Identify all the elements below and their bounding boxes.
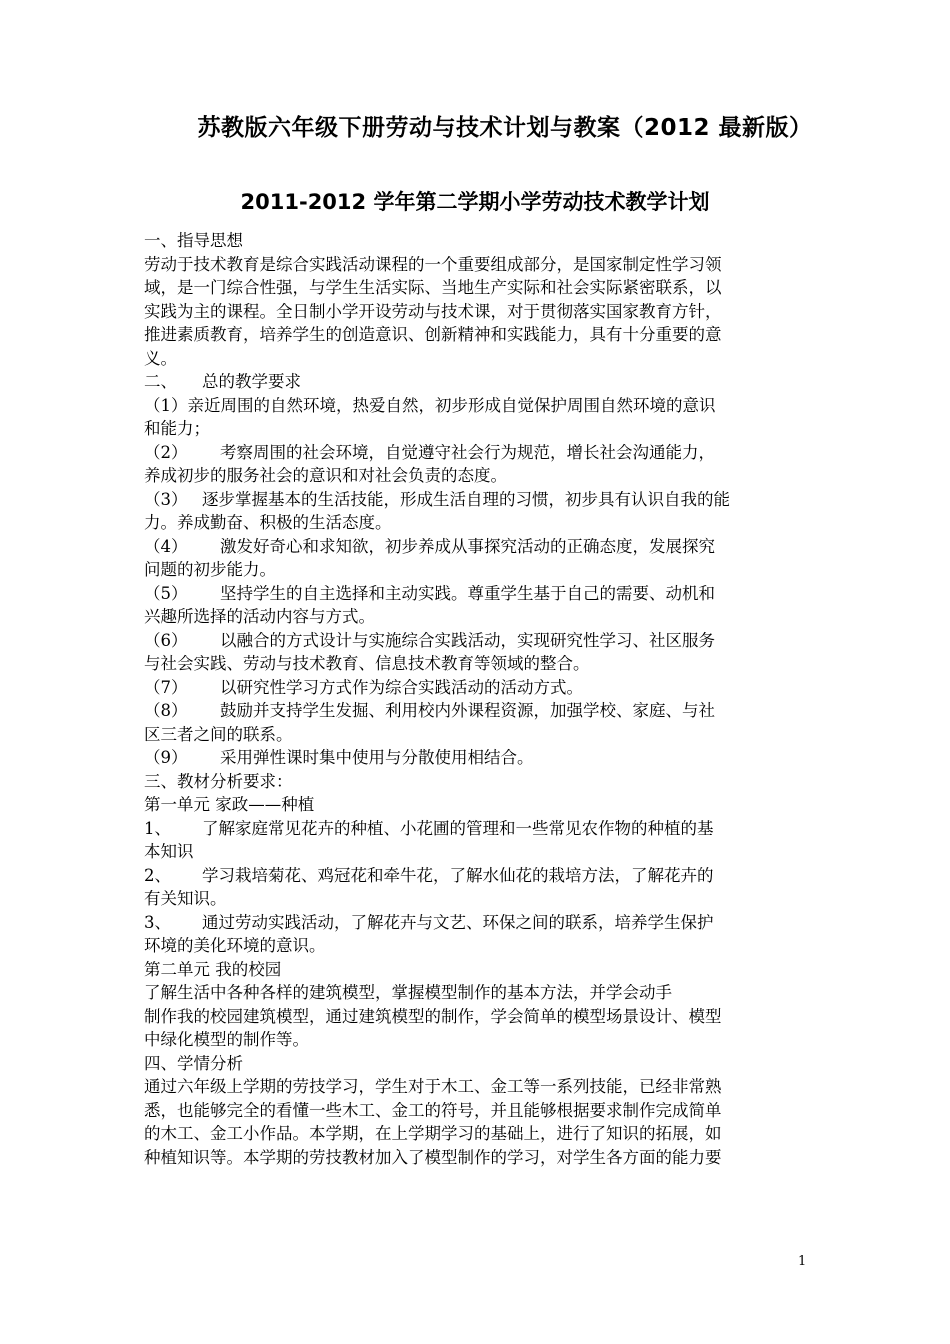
paragraph-line: 制作我的校园建筑模型，通过建筑模型的制作，学会简单的模型场景设计、模型: [144, 1006, 722, 1026]
item-text: 以融合的方式设计与实施综合实践活动，实现研究性学习、社区服务: [220, 630, 715, 650]
list-item-line: 与社会实践、劳动与技术教育、信息技术教育等领域的整合。: [144, 654, 590, 673]
list-item: [144, 535, 814, 559]
item-number: （3）: [144, 489, 188, 509]
unit-heading-planting: 第一单元 家政——种植: [144, 795, 315, 814]
document-title: 苏教版六年级下册劳动与技术计划与教案（2012 最新版）: [197, 115, 813, 141]
item-number: （2）: [144, 442, 188, 462]
paragraph-line: 义。: [144, 348, 177, 368]
paragraph-line: 实践为主的课程。全日制小学开设劳动与技术课，对于贯彻落实国家教育方针，: [144, 301, 722, 321]
item-number: （8）: [144, 701, 188, 720]
paragraph-line: 中绿化模型的制作等。: [144, 1030, 309, 1049]
item-text: 坚持学生的自主选择和主动实践。尊重学生基于自己的需要、动机和: [220, 583, 715, 603]
list-item-line: 力。养成勤奋、积极的生活态度。: [144, 513, 392, 532]
item-text: 学习栽培菊花、鸡冠花和牵牛花，了解水仙花的栽培方法，了解花卉的: [202, 865, 714, 885]
paragraph-line: 的木工、金工小作品。本学期，在上学期学习的基础上，进行了知识的拓展，如: [144, 1124, 722, 1143]
list-item-line: （1）亲近周围的自然环境，热爱自然，初步形成自觉保护周围自然环境的意识: [144, 395, 716, 415]
list-item: [144, 676, 814, 700]
list-item: [144, 441, 814, 465]
item-number: （7）: [144, 677, 188, 697]
section-heading-student-analysis: 四、学情分析: [144, 1053, 243, 1073]
list-item-line: 本知识: [144, 842, 194, 861]
list-item: [144, 699, 814, 723]
heading-text: 总的教学要求: [202, 372, 301, 391]
unit-heading-campus: 第二单元 我的校园: [144, 959, 282, 979]
item-number: （4）: [144, 536, 188, 556]
item-text: 以研究性学习方式作为综合实践活动的活动方式。: [220, 677, 583, 697]
list-item: [144, 582, 814, 606]
item-number: （6）: [144, 630, 188, 650]
section-heading-guiding-thought: 一、指导思想: [144, 231, 243, 250]
paragraph-line: 悉，也能够完全的看懂一些木工、金工的符号，并且能够根据要求制作完成简单: [144, 1100, 722, 1120]
list-item-line: 有关知识。: [144, 889, 227, 908]
paragraph-line: 推进素质教育，培养学生的创造意识、创新精神和实践能力，具有十分重要的意: [144, 325, 722, 344]
section-heading-requirements: [144, 370, 814, 394]
item-text: 通过劳动实践活动，了解花卉与文艺、环保之间的联系，培养学生保护: [202, 912, 714, 932]
list-item-line: 养成初步的服务社会的意识和对社会负责的态度。: [144, 466, 507, 485]
paragraph-line: 种植知识等。本学期的劳技教材加入了模型制作的学习，对学生各方面的能力要: [144, 1147, 722, 1167]
list-item: [144, 488, 814, 512]
paragraph-line: 通过六年级上学期的劳技学习，学生对于木工、金工等一系列技能，已经非常熟: [144, 1077, 722, 1096]
item-number: （5）: [144, 583, 188, 603]
plan-subtitle: 2011-2012 学年第二学期小学劳动技术教学计划: [240, 190, 710, 214]
item-text: 逐步掌握基本的生活技能，形成生活自理的习惯，初步具有认识自我的能: [202, 489, 730, 509]
item-text: 采用弹性课时集中使用与分散使用相结合。: [220, 748, 534, 767]
item-number: 2、: [144, 865, 171, 885]
list-item-line: 兴趣所选择的活动内容与方式。: [144, 607, 375, 626]
item-number: 1、: [144, 818, 171, 838]
list-item: [144, 746, 814, 770]
list-item: [144, 864, 814, 888]
item-number: （9）: [144, 748, 188, 767]
heading-number: 二、: [144, 372, 177, 391]
list-item: [144, 629, 814, 653]
paragraph-line: 劳动于技术教育是综合实践活动课程的一个重要组成部分，是国家制定性学习领: [144, 254, 722, 274]
list-item: [144, 817, 814, 841]
paragraph-line: 域，是一门综合性强，与学生生活实际、当地生产实际和社会实际紧密联系，以: [144, 278, 722, 297]
paragraph-line: 了解生活中各种各样的建筑模型，掌握模型制作的基本方法，并学会动手: [144, 983, 672, 1002]
document-body: [144, 229, 814, 1169]
list-item-line: 环境的美化环境的意识。: [144, 936, 326, 955]
item-text: 激发好奇心和求知欲，初步养成从事探究活动的正确态度，发展探究: [220, 536, 715, 556]
list-item-line: 问题的初步能力。: [144, 560, 276, 579]
list-item-line: 和能力；: [144, 419, 210, 438]
page-number: 1: [798, 1254, 807, 1269]
list-item: [144, 911, 814, 935]
item-text: 了解家庭常见花卉的种植、小花圃的管理和一些常见农作物的种植的基: [202, 818, 714, 838]
item-number: 3、: [144, 912, 171, 932]
section-heading-material-analysis: 三、教材分析要求：: [144, 771, 293, 791]
item-text: 考察周围的社会环境，自觉遵守社会行为规范，增长社会沟通能力，: [220, 442, 715, 462]
list-item-line: 区三者之间的联系。: [144, 724, 293, 744]
item-text: 鼓励并支持学生发掘、利用校内外课程资源，加强学校、家庭、与社: [220, 701, 715, 720]
